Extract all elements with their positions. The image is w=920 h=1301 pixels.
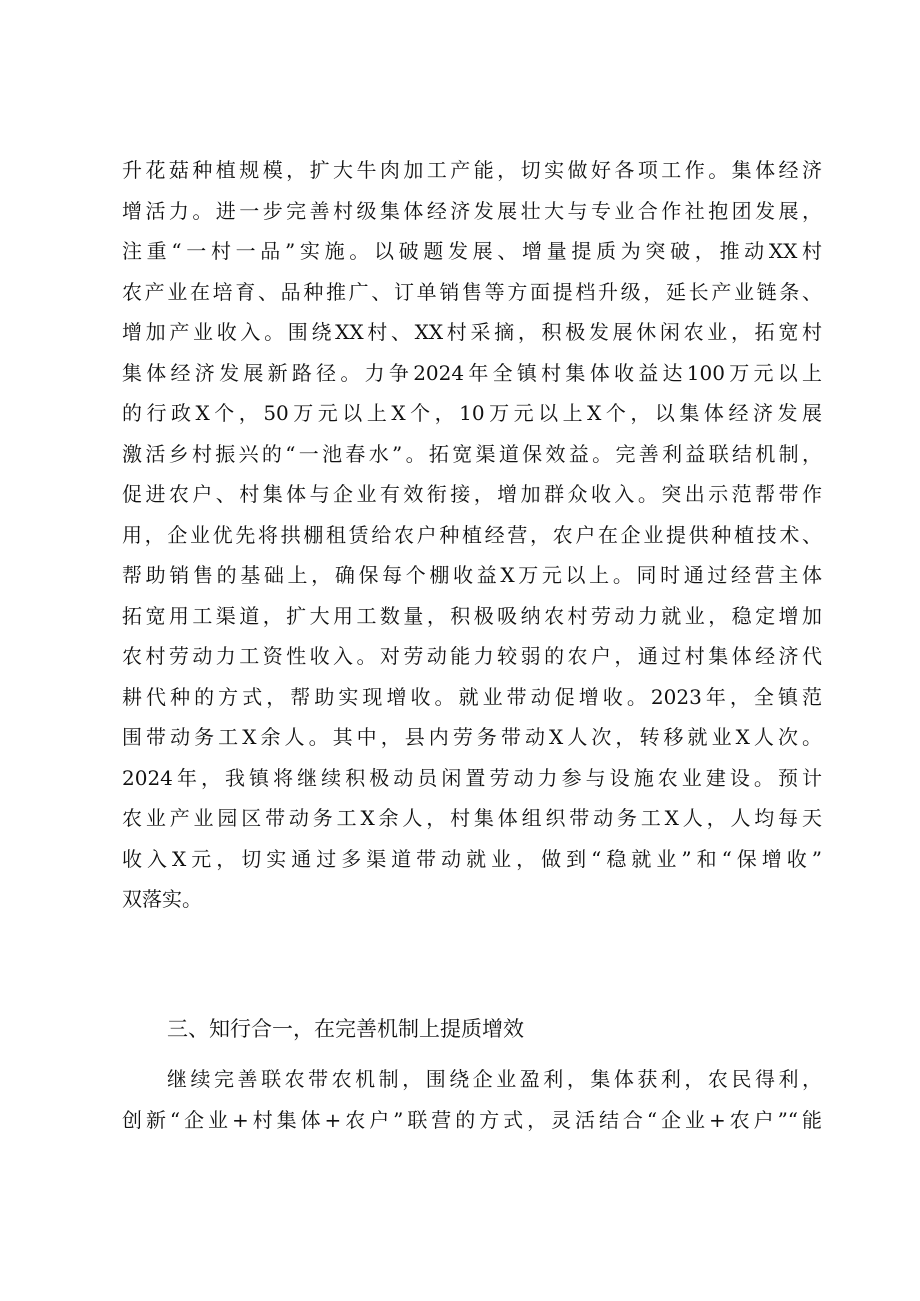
- text-line: 升花菇种植规模，扩大牛肉加工产能，切实做好各项工作。集体经济: [122, 158, 822, 182]
- text-line: 耕代种的方式，帮助实现增收。就业带动促增收。2023年，全镇范: [122, 684, 822, 709]
- section-heading: 三、知行合一，在完善机制上提质增效: [167, 1017, 524, 1041]
- text-line: 增加产业收入。围绕XX村、XX村采摘，积极发展休闲农业，拓宽村: [122, 320, 822, 344]
- text-line: 促进农户、村集体与企业有效衔接，增加群众收入。突出示范帮带作: [122, 482, 822, 506]
- text-line: 增活力。进一步完善村级集体经济发展壮大与专业合作社抱团发展，: [122, 198, 822, 223]
- text-line: 帮助销售的基础上，确保每个棚收益X万元以上。同时通过经营主体: [122, 563, 822, 587]
- paragraph-mechanism: [122, 1059, 822, 1140]
- text-line: 围带动务工X余人。其中，县内劳务带动X人次，转移就业X人次。: [122, 725, 822, 749]
- text-line: 双落实。: [122, 887, 202, 911]
- text-line: 农业产业园区带动务工X余人，村集体组织带动务工X人，人均每天: [122, 806, 822, 830]
- text-line: 拓宽用工渠道，扩大用工数量，积极吸纳农村劳动力就业，稳定增加: [122, 603, 822, 628]
- text-line: 继续完善联农带农机制，围绕企业盈利，集体获利，农民得利，: [167, 1067, 822, 1091]
- text-line: 2024年，我镇将继续积极动员闲置劳动力参与设施农业建设。预计: [122, 765, 822, 790]
- text-line: 农产业在培育、品种推广、订单销售等方面提档升级，延长产业链条、: [122, 279, 822, 304]
- text-line: 集体经济发展新路径。力争2024年全镇村集体收益达100万元以上: [122, 360, 822, 385]
- text-line: 用，企业优先将拱棚租赁给农户种植经营，农户在企业提供种植技术、: [122, 522, 822, 547]
- text-line: 农村劳动力工资性收入。对劳动能力较弱的农户，通过村集体经济代: [122, 644, 822, 668]
- text-line: 注重“一村一品”实施。以破题发展、增量提质为突破，推动XX村: [122, 239, 822, 263]
- text-line: 收入X元，切实通过多渠道带动就业，做到“稳就业”和“保增收”: [122, 846, 822, 871]
- paragraph-rural-economy: [122, 150, 822, 920]
- text-line: 激活乡村振兴的“一池春水”。拓宽渠道保效益。完善利益联结机制，: [122, 441, 822, 466]
- text-line: 的行政X个，50万元以上X个，10万元以上X个，以集体经济发展: [122, 401, 822, 425]
- text-line: 创新“企业+村集体+农户”联营的方式，灵活结合“企业+农户”“能: [122, 1107, 822, 1132]
